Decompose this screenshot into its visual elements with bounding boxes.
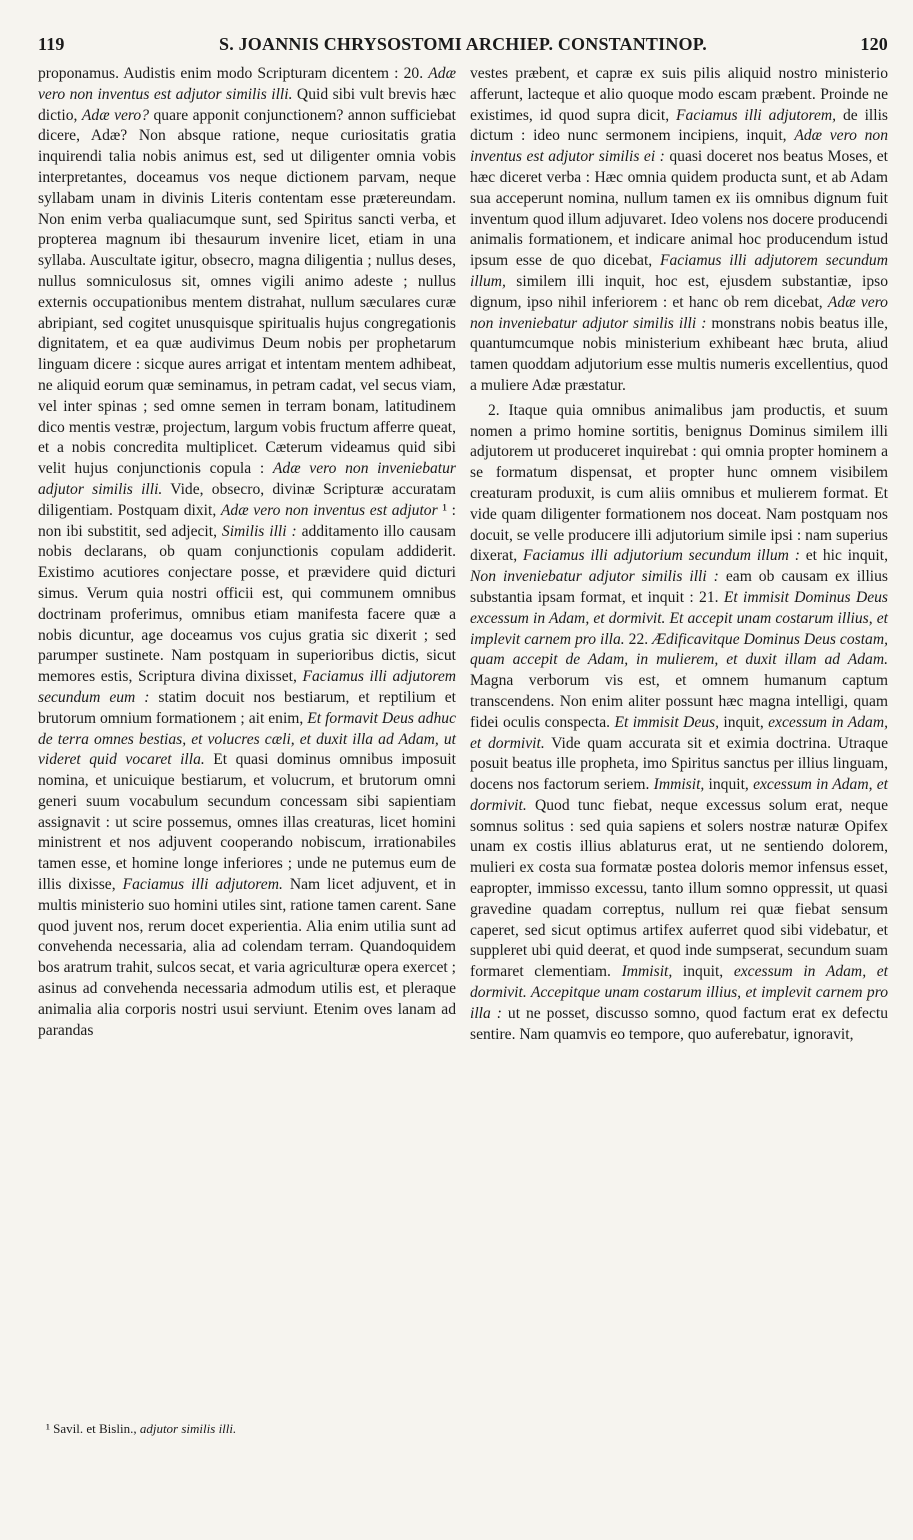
text-run: Nam licet adjuvent, et in multis ministerio suo homini utiles sint, ratione tamen carent. Sane quod juvent nos, rerum docet experientia. Alia enim utilia sunt ad convehenda necessaria, alia ad colendam terram. Quandoquidem bos aratrum trahit, sulcos secat, et varia agriculturæ opera exercet ; asinus ad convehenda necessaria admodum utilis est, et pleraque animalia alia corporis nostri usui serviunt. Etenim oves lanam ad parandas [38,876,456,1039]
text-run: quare apponit conjunctionem? annon sufficiebat dicere, Adæ? Non absque ratione, neque curiositatis gratia inquirendi talia nobis animus est, sed ut diligenter omnia vobis interpretantes, doceamus vos neque dictionem parvam, neque syllabam unam in divinis Literis contentam esse prætereundam. Non enim verba qualiacumque sunt, sed Spiritus sancti verba, et propterea magnum ibi thesaurum invenire licet, etiam in una syllaba. Auscultate igitur, obsecro, magna diligentia ; nullus deses, nullus somniculosus sit, omnes vigili animo adeste ; nullus externis occupationibus mentem distrahat, nullum sæculares curæ abripiant, sed cogitet unusquisque spiritualis hujus congregationis dignitatem, et ea quæ audivimus Deum nobis per prophetarum linguam dicere : sicque aures arrigat et intentam mentem adhibeat, ne aliquid eorum quæ seminamus, in petram cadat, vel secus viam, vel inter spinas ; sed omne semen in terram bonam, latitudinem dico mentis vestræ, projectum, largum vobis fructum afferre queat, et a nobis concredita multiplicet. Cæterum videamus quid sibi velit hujus conjunctionis copula : [38,106,456,478]
page-header [38,34,888,60]
page-number-right: 120 [860,34,888,54]
text-run: eam ob causam ex illius substantia ipsam format, et inquit : 21. [470,568,888,606]
italic-run: Similis illi : [221,522,297,540]
text-run: Quod tunc fiebat, neque excessus solum erat, neque somnus solitus : sed quia sapiens et solers nostræ naturæ Opifex unam ex costis illius ablaturus erat, ut ne sentiendo dolorem, mulieri ex costa sua formatæ postea doloris memor infensus esset, eapropter, immisso excessu, tanto illum somno oppressit, ut quasi gravedine quadam correptus, nullum rei quæ fiebat sensum caperet, sed sicut optimus artifex auferret quod sibi videbatur, et suppleret ubi quid deerat, et quod inde sumpserat, secundum suam formaret clementiam. [470,796,888,981]
paragraph [470,64,888,397]
text-run: Quid sibi vult brevis hæc dictio, [38,85,456,124]
paragraph [38,64,456,1041]
text-run: ¹ : non ibi substitit, sed adjecit, [38,501,456,540]
text-run: Vide quam accurata sit et eximia doctrina. Utraque posuit beatus ille propheta, imo Spiritus sanctus per illius linguam, docens nos factorum seriem. [470,734,888,794]
text-run: additamento illo causam nobis declarans, ob quam conjunctionis copulam addiderit. Existimo acutiores conjectare posse, et prævidere quid dicturi simus. Verum quia nostri officii est, qui communem omnibus doctrinam proferimus, omnibus etiam manifesta facere quæ a nobis dicuntur, age doceamus vos cujus gratia sic dixerit ; sed parumper sustinete. Nam postquam in superioribus dictis, sicut memores estis, Scriptura divina dixisset, [38,522,456,686]
italic-run: Ædificavitque Dominus Deus costam, quam accepit de Adam, in mulierem, et duxit illam ad Adam. [470,630,888,669]
italic-run: excessum in Adam, et dormivit. Accepitque unam costarum illius, et implevit carnem pro illa : [470,963,888,1022]
italic-run: Immisit, [653,776,705,794]
italic-run: Faciamus illi adjutorem secundum eum : [38,668,456,706]
text-run: 2. Itaque quia omnibus animalibus jam productis, et suum nomen a primo homine sortitis, benignus Dominus similem illi adjutorem ut produceret inquirebat : qui omnia propter hominem a se formatum dispensat, et propter hunc omnem visibilem creaturam produxit, is cum aliis omnibus et mulierem format. Et vide quam diligenter formationem nos doceat. Nam postquam nos docuit, se velle producere illi adjutorium simile ipsi : nam superius dixerat, [470,401,888,565]
right-text-column [470,64,888,1045]
italic-run: Adæ vero non inventus est adjutor similis illi. [38,65,456,103]
text-run: proponamus. Audistis enim modo Scripturam dicentem : 20. [38,65,429,82]
footnote-italic: adjutor similis illi. [139,1421,237,1436]
text-run: Magna verborum vis est, et omnem humanum captum transcendens. Non enim aliter possunt hæc magna intelligi, quam fidei oculis conspecta. [470,672,888,731]
italic-run: Faciamus illi adjutorium secundum illum : [523,547,800,565]
italic-run: Immisit, [621,963,673,981]
text-run: ut ne posset, discusso somno, quod factum erat ex defectu sentire. Nam quamvis eo tempore, quo auferebatur, ignoravit, [470,1004,888,1043]
text-run: inquit, [672,963,734,981]
text-run: et hic inquit, [799,547,888,565]
text-run: similem illi inquit, hoc est, ejusdem substantiæ, ipso dignum, ipso nihil inferiorem : et hanc ob rem dicebat, [470,272,888,311]
italic-run: Non inveniebatur adjutor similis illi : [470,568,719,586]
italic-run: Adæ vero? [81,106,150,124]
text-run: statim docuit nos bestiarum, et reptilium et brutorum omnium formationem ; ait enim, [38,688,456,727]
text-run: quasi doceret nos beatus Moses, et hæc diceret verba : Hæc omnia quidem producta sunt, et ab Adam sua acceperunt nomina, nullum tamen ex iis omnibus dignum fuit inventum quod illum adjuvaret. Ideo volens nos docere producendi animalis formationem, et indicare animal hoc producendum istud ipsum esse de quo dicebat, [470,148,888,270]
text-run: Vide, obsecro, divinæ Scripturæ accuratam diligentiam. Postquam dixit, [38,480,456,519]
italic-run: Et immisit Deus, [614,713,720,731]
footnote-text: Savil. et Bislin., [49,1421,140,1436]
text-run: vestes præbent, et capræ ex suis pilis aliquid nostro ministerio afferunt, lacteque et alio quoque modo escam præbent. Proinde ne existimes, id quod supra dicit, [470,65,888,124]
italic-run: Faciamus illi adjutorem secundum illum, [470,252,888,290]
running-title: S. JOANNIS CHRYSOSTOMI ARCHIEP. CONSTANTINOP. [219,34,707,54]
text-run: Et quasi dominus omnibus imposuit nomina, et unicuique bestiarum, et volucrum, et brutorum omni generi suum vocabulum secundum concessam sibi sapientiam assignavit : ut scire possemus, omnes illas creaturas, licet homini ministrent et nos adjuvent cooperando nobiscum, irrationabiles tamen esse, et homine longe inferiores ; unde ne putemus eum de illis dixisse, [38,751,456,894]
italic-run: Et immisit Dominus Deus excessum in Adam, et dormivit. Et accepit unam costarum illius, et implevit carnem pro illa. [470,588,888,648]
footnote [46,1420,446,1438]
text-run: de illis dictum : ideo nunc sermonem incipiens, inquit, [470,106,888,145]
italic-run: Adæ vero non inventus est adjutor similis ei : [470,127,889,166]
text-run: inquit, [719,713,769,731]
italic-run: Et formavit Deus adhuc de terra omnes bestias, et volucres cæli, et duxit illa ad Adam, ut videret quid vocaret illa. [38,709,456,769]
text-run: inquit, [704,776,754,794]
paragraph [470,401,888,1046]
italic-run: excessum in Adam, et dormivit. [470,776,888,814]
left-text-column [38,64,456,1041]
text-run: 22. [624,630,653,648]
text-run: monstrans nobis beatus ille, quantumcumque nobis ministerium exhibeant hæc bruta, aliud tamen quoddam adjutorium esse multis numeris excellentius, quod a muliere Adæ præstatur. [470,314,888,394]
page-number-left: 119 [38,34,65,54]
italic-run: Faciamus illi adjutorem, [676,106,837,124]
italic-run: excessum in Adam, et dormivit. [470,713,888,752]
italic-run: Faciamus illi adjutorem. [122,876,283,894]
italic-run: Adæ vero non inveniebatur adjutor similis illi : [470,293,888,332]
italic-run: Adæ vero non inventus est adjutor [220,501,438,519]
footnote-marker: ¹ [46,1421,50,1436]
italic-run: Adæ vero non inveniebatur adjutor similis illi. [38,460,456,498]
